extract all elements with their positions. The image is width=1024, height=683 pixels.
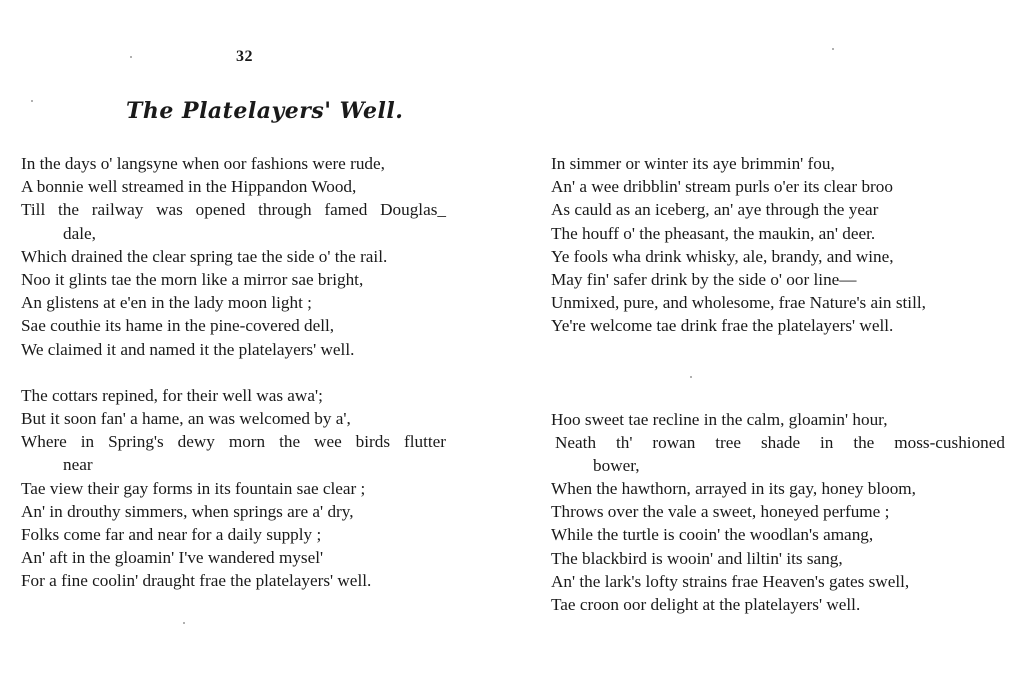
paper-speck (130, 56, 132, 58)
verse-line: When the hawthorn, arrayed in its gay, honey bloom, (551, 479, 916, 499)
verse-line: A bonnie well streamed in the Hippandon Wood, (21, 177, 357, 197)
verse-line: Throws over the vale a sweet, honeyed perfume ; (551, 502, 890, 522)
verse-line: An' aft in the gloamin' I've wandered mysel' (21, 548, 324, 568)
paper-speck (832, 48, 834, 50)
verse-line: Ye're welcome tae drink frae the platelayers' well. (551, 316, 894, 336)
verse-line: The blackbird is wooin' and liltin' its sang, (551, 548, 843, 568)
page-number: 32 (236, 48, 253, 65)
verse-line: The houff o' the pheasant, the maukin, an' deer. (551, 223, 876, 243)
verse-line-continuation: dale, (63, 223, 96, 243)
left-column (21, 152, 481, 593)
verse-line: But it soon fan' a hame, an was welcomed by a', (21, 409, 351, 429)
verse-line: Noo it glints tae the morn like a mirror sae bright, (21, 269, 364, 289)
paper-speck (31, 100, 33, 102)
verse-line: Till the railway was opened through famed Douglas_ (21, 200, 446, 220)
verse-line: In the days o' langsyne when oor fashions were rude, (21, 154, 385, 173)
verse-line: Tae croon oor delight at the platelayers' well. (551, 595, 861, 614)
verse-line: Sae couthie its hame in the pine-covered dell, (21, 316, 335, 336)
verse-line: Hoo sweet tae recline in the calm, gloamin' hour, (551, 409, 888, 429)
verse-line-continuation: bower, (593, 455, 640, 475)
stanza-2 (21, 384, 481, 593)
verse-line: Folks come far and near for a daily supply ; (21, 525, 322, 544)
verse-line-continuation: near (63, 455, 93, 475)
stanza-1 (21, 152, 481, 361)
verse-line: As cauld as an iceberg, an' aye through the year (551, 200, 879, 220)
verse-line: Where in Spring's dewy morn the wee birds flutter (21, 432, 446, 452)
poem-title: The Platelayers' Well. (126, 98, 404, 124)
verse-line: In simmer or winter its aye brimmin' fou, (551, 154, 835, 173)
right-column (551, 152, 1011, 616)
verse-line: The cottars repined, for their well was awa'; (21, 385, 323, 405)
verse-line: Unmixed, pure, and wholesome, frae Nature's ain still, (551, 293, 926, 313)
verse-line: An' in drouthy simmers, when springs are a' dry, (21, 501, 354, 521)
verse-line: For a fine coolin' draught frae the platelayers' well. (21, 571, 372, 591)
stanza-3 (551, 152, 1011, 338)
verse-line: Neath th' rowan tree shade in the moss-cushioned (555, 432, 1005, 452)
verse-line: Which drained the clear spring tae the side o' the rail. (21, 246, 388, 266)
paper-speck (690, 376, 692, 378)
verse-line: May fin' safer drink by the side o' oor line— (551, 269, 857, 289)
verse-line: While the turtle is cooin' the woodlan's amang, (551, 525, 874, 545)
verse-line: We claimed it and named it the platelayers' well. (21, 339, 355, 359)
verse-line: An' the lark's lofty strains frae Heaven's gates swell, (551, 571, 910, 591)
paper-speck (183, 622, 185, 624)
verse-line: Ye fools wha drink whisky, ale, brandy, and wine, (551, 246, 894, 266)
verse-line: An' a wee dribblin' stream purls o'er its clear broo (551, 177, 893, 197)
stanza-4 (551, 408, 1011, 617)
verse-line: Tae view their gay forms in its fountain sae clear ; (21, 478, 366, 498)
verse-line: An glistens at e'en in the lady moon light ; (21, 293, 312, 313)
